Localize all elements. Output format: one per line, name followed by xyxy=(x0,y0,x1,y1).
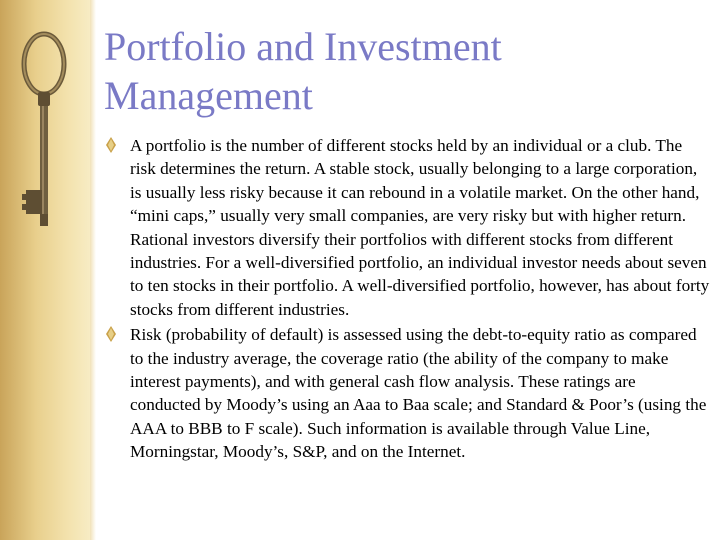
band-edge xyxy=(90,0,96,540)
bullet-list xyxy=(104,134,710,466)
decorative-band xyxy=(0,0,90,540)
diamond-bullet-icon xyxy=(106,137,116,153)
bullet-text: A portfolio is the number of different stocks held by an individual or a club. The risk determines the return. A stable stock, usually belonging to a large corporation, is usually less risky because it can rebound in a volatile market. On the other hand, “mini caps,” usually very small companies, are very risky but with higher return. Rational investors diversify their portfolios with different stocks from different industries. For a well-diversified portfolio, an individual investor needs about seven to ten stocks in their portfolio. A well-diversified portfolio, however, has about forty stocks from different industries. xyxy=(130,136,710,319)
antique-key-icon xyxy=(0,20,90,250)
bullet-text: Risk (probability of default) is assessed using the debt-to-equity ratio as compared to the industry average, the coverage ratio (the ability of the company to make interest payments), and with general cash flow analysis. These ratings are conducted by Moody’s using an Aaa to Baa scale; and Standard & Poor’s (using the AAA to BBB to F scale). Such information is available through Value Line, Morningstar, Moody’s, S&P, and on the Internet. xyxy=(130,325,707,462)
bullet-item xyxy=(104,323,710,463)
bullet-item xyxy=(104,134,710,321)
slide-title: Portfolio and Investment Management xyxy=(104,24,502,118)
diamond-bullet-icon xyxy=(106,326,116,342)
